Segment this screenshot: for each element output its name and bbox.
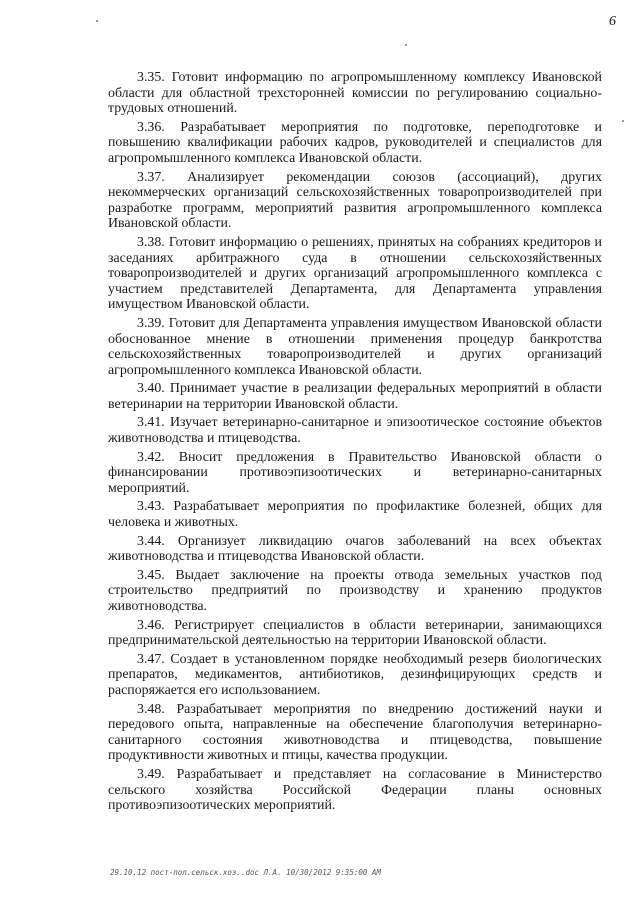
paragraph-3-39 — [108, 316, 602, 378]
paragraph-3-46 — [108, 618, 602, 649]
paragraph-3-38 — [108, 235, 602, 313]
paragraph-3-47 — [108, 652, 602, 699]
paragraph-3-48 — [108, 702, 602, 764]
scan-speck — [405, 44, 407, 46]
paragraph-text: Разрабатывает и представляет на согласование в Министерство сельского хозяйства Российской Федерации планы основных противоэпизоотических мероприятий. — [108, 766, 602, 814]
paragraph-text: Изучает ветеринарно-санитарное и эпизоотическое состояние объектов животноводства и птицеводства. — [108, 415, 602, 447]
paragraph-text: Выдает заключение на проекты отвода земельных участков под строительство предприятий по производству и хранению продуктов животноводства. — [108, 567, 602, 614]
paragraph-text: Анализирует рекомендации союзов (ассоциаций), других некоммерческих организаций сельскохозяйственных товаропроизводителей при разработке программ, мероприятий развития агропромышленного комплекса Ивановской области. — [108, 169, 602, 232]
paragraph-3-44 — [108, 534, 602, 565]
paragraph-number: 3.49. — [137, 766, 165, 782]
page-number: 6 — [609, 14, 616, 29]
paragraph-number: 3.41. — [137, 415, 165, 431]
document-body — [108, 70, 602, 817]
paragraph-number: 3.48. — [137, 701, 165, 717]
paragraph-3-49 — [108, 767, 602, 814]
paragraph-number: 3.35. — [137, 70, 165, 85]
paragraph-number: 3.44. — [137, 533, 165, 549]
paragraph-text: Организует ликвидацию очагов заболеваний на всех объектах животноводства и птицеводства Ивановской области. — [108, 533, 602, 565]
paragraph-text: Разрабатывает мероприятия по внедрению достижений науки и передового опыта, направленные на обеспечение благополучия ветеринарно-санитарного состояния животноводства и птицеводства, повышение продуктивности животных и птицы, качества продукции. — [108, 701, 602, 764]
paragraph-number: 3.45. — [137, 567, 165, 583]
paragraph-3-35 — [108, 70, 602, 117]
paragraph-number: 3.47. — [137, 651, 165, 667]
paragraph-text: Создает в установленном порядке необходимый резерв биологических препаратов, медикаментов, антибиотиков, дезинфицирующих средств и распоряжается его использованием. — [108, 651, 602, 698]
paragraph-text: Разрабатывает мероприятия по профилактике болезней, общих для человека и животных. — [108, 499, 602, 531]
paragraph-text: Принимает участие в реализации федеральных мероприятий в области ветеринарии на территории Ивановской области. — [108, 381, 602, 412]
paragraph-number: 3.40. — [137, 381, 165, 397]
paragraph-3-43 — [108, 499, 602, 530]
paragraph-text: Готовит для Департамента управления имуществом Ивановской области обоснованное мнение в отношении применения процедур банкротства сельскохозяйственных товаропроизводителей и других организаций агропромышленного комплекса Ивановской области. — [108, 315, 602, 378]
paragraph-3-42 — [108, 450, 602, 497]
paragraph-3-36 — [108, 120, 602, 167]
paragraph-number: 3.38. — [137, 234, 165, 250]
scan-speck — [622, 120, 624, 122]
paragraph-text: Регистрирует специалистов в области ветеринарии, занимающихся предпринимательской деятельностью на территории Ивановской области. — [108, 617, 602, 649]
paragraph-text: Вносит предложения в Правительство Ивановской области о финансировании противоэпизоотических и ветеринарно-санитарных мероприятий. — [108, 449, 602, 496]
document-footer: 29.10.12 пост-пол.сельск.хоз..doc Л.А. 10/30/2012 9:35:00 AM — [110, 868, 381, 877]
paragraph-number: 3.43. — [137, 499, 165, 515]
paragraph-number: 3.36. — [137, 119, 165, 135]
paragraph-3-41 — [108, 415, 602, 446]
paragraph-3-40 — [108, 381, 602, 412]
paragraph-number: 3.39. — [137, 315, 165, 331]
paragraph-number: 3.42. — [137, 449, 165, 465]
paragraph-number: 3.46. — [137, 617, 165, 633]
paragraph-text: Готовит информацию по агропромышленному комплексу Ивановской области для областной трехсторонней комиссии по регулированию социально-трудовых отношений. — [108, 70, 602, 117]
paragraph-text: Разрабатывает мероприятия по подготовке, переподготовке и повышению квалификации рабочих кадров, руководителей и специалистов для агропромышленного комплекса Ивановской области. — [108, 119, 602, 166]
paragraph-number: 3.37. — [137, 169, 165, 185]
paragraph-text: Готовит информацию о решениях, принятых на собраниях кредиторов и заседаниях арбитражного суда в отношении сельскохозяйственных товаропроизводителей и других организаций агропромышленного комплекса с участием представителей Департамента, для Департамента управления имуществом Ивановской области. — [108, 234, 602, 313]
paragraph-3-45 — [108, 568, 602, 615]
paragraph-3-37 — [108, 170, 602, 232]
scan-speck — [96, 20, 98, 22]
